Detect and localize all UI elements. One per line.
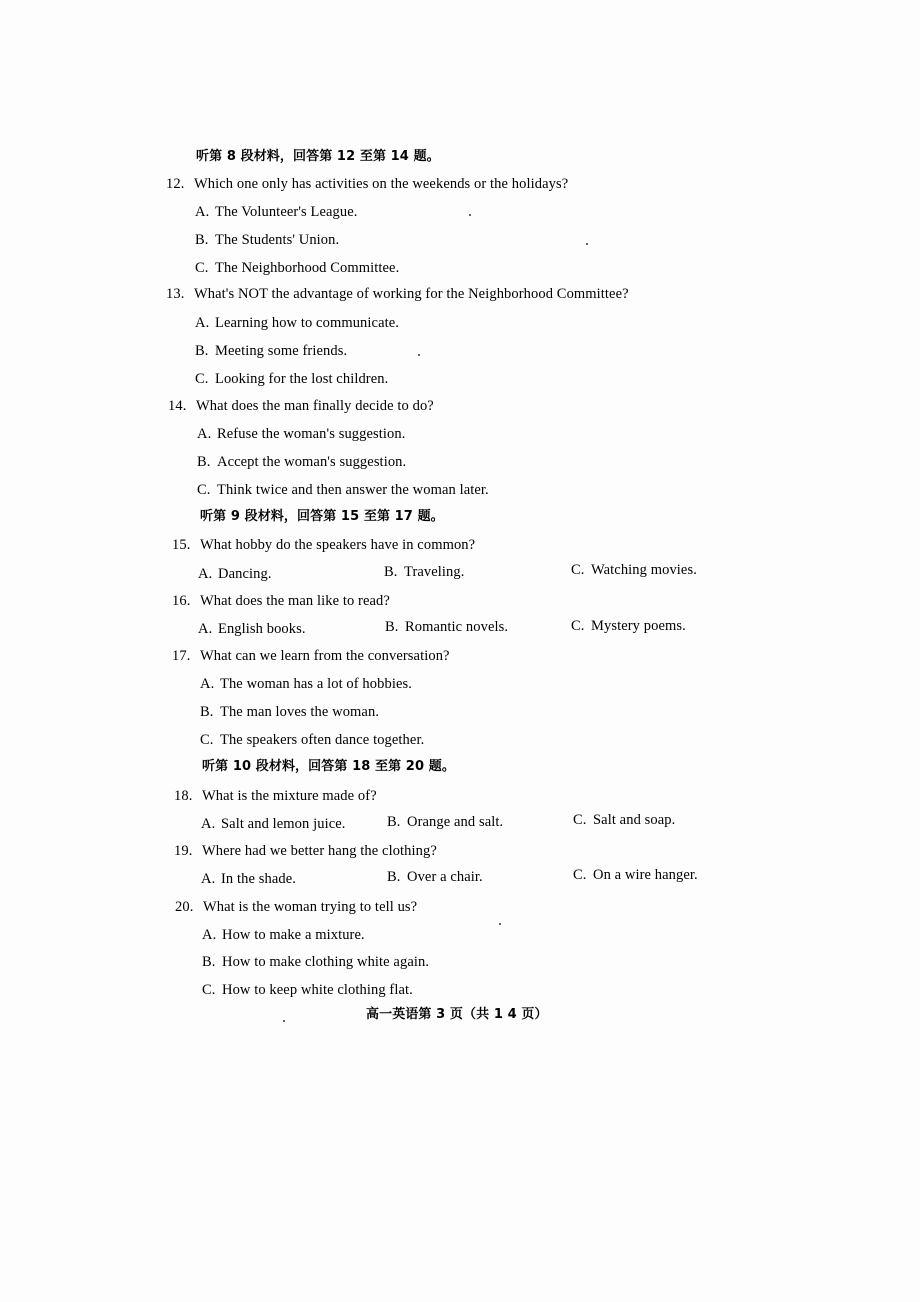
option-20b — [202, 953, 429, 971]
option-label: A. — [200, 676, 215, 692]
option-label: C. — [202, 982, 216, 998]
option-14c — [197, 481, 489, 499]
question-18 — [174, 787, 377, 805]
question-text: What is the woman trying to tell us? — [203, 899, 418, 915]
option-label: C. — [195, 260, 209, 276]
option-label: C. — [197, 482, 211, 498]
option-14a — [197, 425, 405, 443]
option-label: A. — [202, 927, 217, 943]
question-19 — [174, 842, 437, 860]
question-text: What's NOT the advantage of working for the Neighborhood Committee? — [194, 286, 629, 302]
option-text: The speakers often dance together. — [220, 732, 425, 748]
option-label: A. — [197, 426, 212, 442]
option-13a — [195, 314, 399, 332]
option-label: B. — [384, 564, 398, 580]
option-20a — [202, 926, 365, 944]
section-instruction-8: 听第 8 段材料，回答第 12 至第 14 题。 — [196, 149, 440, 164]
question-text: What hobby do the speakers have in common? — [200, 537, 476, 553]
question-text: What is the mixture made of? — [202, 788, 377, 804]
option-label: B. — [200, 704, 214, 720]
option-text: The Students' Union. — [215, 232, 340, 248]
question-12 — [166, 175, 568, 193]
option-14b — [197, 453, 406, 471]
option-16b — [385, 618, 508, 636]
option-text: Traveling. — [404, 564, 465, 580]
question-text: What does the man like to read? — [200, 593, 390, 609]
option-12b — [195, 231, 339, 249]
scan-speck — [418, 354, 420, 356]
option-label: B. — [385, 619, 399, 635]
question-13 — [166, 285, 629, 303]
option-label: B. — [387, 869, 401, 885]
question-17 — [172, 647, 450, 665]
scan-speck — [469, 214, 471, 216]
option-19a — [201, 870, 296, 888]
option-text: Romantic novels. — [405, 619, 509, 635]
option-label: A. — [201, 871, 216, 887]
question-number: 18. — [174, 788, 193, 804]
option-text: On a wire hanger. — [593, 867, 698, 883]
option-label: C. — [573, 867, 587, 883]
question-number: 15. — [172, 537, 191, 553]
option-18b — [387, 813, 503, 831]
option-text: The man loves the woman. — [220, 704, 380, 720]
option-13c — [195, 370, 388, 388]
question-number: 16. — [172, 593, 191, 609]
option-label: B. — [195, 232, 209, 248]
option-label: A. — [201, 816, 216, 832]
option-text: Salt and soap. — [593, 812, 676, 828]
option-18a — [201, 815, 346, 833]
question-text: Where had we better hang the clothing? — [202, 843, 437, 859]
option-12c — [195, 259, 399, 277]
question-number: 12. — [166, 176, 185, 192]
section-instruction-9: 听第 9 段材料，回答第 15 至第 17 题。 — [200, 509, 444, 524]
option-text: How to make clothing white again. — [222, 954, 430, 970]
scan-speck — [283, 1020, 285, 1022]
section-instruction-10: 听第 10 段材料，回答第 18 至第 20 题。 — [202, 759, 455, 774]
option-label: C. — [195, 371, 209, 387]
option-17c — [200, 731, 424, 749]
option-label: B. — [387, 814, 401, 830]
option-12a — [195, 203, 358, 221]
option-16c — [571, 617, 686, 635]
question-number: 14. — [168, 398, 187, 414]
question-text: What can we learn from the conversation? — [200, 648, 450, 664]
option-text: The Volunteer's League. — [215, 204, 358, 220]
question-number: 17. — [172, 648, 191, 664]
option-19c — [573, 866, 698, 884]
option-18c — [573, 811, 675, 829]
option-label: B. — [202, 954, 216, 970]
option-text: Refuse the woman's suggestion. — [217, 426, 406, 442]
question-number: 13. — [166, 286, 185, 302]
option-17b — [200, 703, 379, 721]
option-text: Dancing. — [218, 566, 272, 582]
option-label: A. — [195, 204, 210, 220]
option-15b — [384, 563, 464, 581]
option-text: Orange and salt. — [407, 814, 504, 830]
option-15a — [198, 565, 272, 583]
option-text: Mystery poems. — [591, 618, 686, 634]
option-text: How to make a mixture. — [222, 927, 365, 943]
option-text: Over a chair. — [407, 869, 483, 885]
option-text: Think twice and then answer the woman later. — [217, 482, 489, 498]
option-text: Learning how to communicate. — [215, 315, 399, 331]
option-label: A. — [198, 621, 213, 637]
question-20 — [175, 898, 417, 916]
option-text: Salt and lemon juice. — [221, 816, 346, 832]
question-14 — [168, 397, 434, 415]
option-label: B. — [195, 343, 209, 359]
option-17a — [200, 675, 412, 693]
question-16 — [172, 592, 390, 610]
option-text: English books. — [218, 621, 306, 637]
question-15 — [172, 536, 475, 554]
option-label: B. — [197, 454, 211, 470]
option-text: Accept the woman's suggestion. — [217, 454, 407, 470]
option-text: The Neighborhood Committee. — [215, 260, 400, 276]
option-label: C. — [200, 732, 214, 748]
option-label: A. — [198, 566, 213, 582]
question-number: 20. — [175, 899, 194, 915]
option-label: A. — [195, 315, 210, 331]
option-label: C. — [573, 812, 587, 828]
option-text: In the shade. — [221, 871, 296, 887]
option-13b — [195, 342, 347, 360]
page-footer: 高一英语第 3 页（共 1 4 页） — [366, 1007, 548, 1022]
option-text: The woman has a lot of hobbies. — [220, 676, 412, 692]
scan-speck — [499, 923, 501, 925]
option-16a — [198, 620, 306, 638]
option-label: C. — [571, 562, 585, 578]
option-19b — [387, 868, 483, 886]
question-text: Which one only has activities on the weekends or the holidays? — [194, 176, 569, 192]
question-number: 19. — [174, 843, 193, 859]
option-label: C. — [571, 618, 585, 634]
option-20c — [202, 981, 413, 999]
option-text: Looking for the lost children. — [215, 371, 389, 387]
question-text: What does the man finally decide to do? — [196, 398, 434, 414]
option-text: Meeting some friends. — [215, 343, 348, 359]
option-15c — [571, 561, 697, 579]
option-text: How to keep white clothing flat. — [222, 982, 413, 998]
option-text: Watching movies. — [591, 562, 697, 578]
scan-speck — [586, 243, 588, 245]
